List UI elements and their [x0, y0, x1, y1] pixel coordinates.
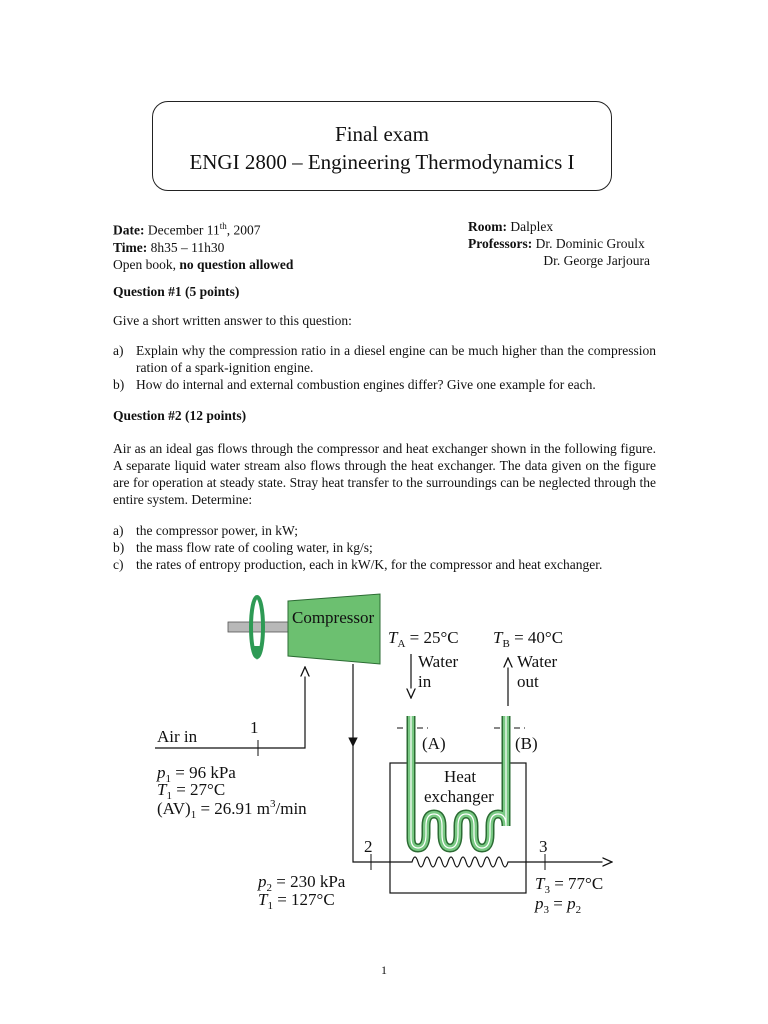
t2-label: $T_1 = 127^\circ C$	[258, 890, 335, 912]
time-line: Time: 8h35 – 11h30	[113, 239, 225, 255]
list-item: b) the mass flow rate of cooling water, in kg/s;	[113, 540, 373, 555]
question-1-heading: Question #1 (5 points)	[113, 284, 240, 299]
list-item: a) Explain why the compression ratio in a diesel engine can be much higher than the compression ration of a spark-ignition engine.	[113, 343, 656, 375]
t1-label: $T_1 = 27^\circ C$	[157, 780, 226, 802]
water-out-label-1: Water	[517, 652, 558, 671]
question-1-intro: Give a short written answer to this question:	[113, 313, 352, 328]
tb-label: $T_B = 40^\circ C$	[493, 628, 564, 650]
p3-label: $p_3 = p_2$	[535, 894, 582, 916]
state-a-label: (A)	[422, 734, 446, 753]
page-number: 1	[381, 963, 387, 977]
water-in-label-1: Water	[418, 652, 459, 671]
state-3-label: 3	[539, 837, 548, 856]
water-in-label-2: in	[418, 672, 432, 691]
ta-label: $T_A = 25^\circ C$	[388, 628, 459, 650]
question-2-intro: Air as an ideal gas flows through the compressor and heat exchanger shown in the following figure. A separate liquid water stream also flows through the heat exchanger. The data given on the figure are for operation at steady state. Stray heat transfer to the surroundings can be neglected through the entire system. Determine:	[113, 441, 656, 507]
course-title: ENGI 2800 – Engineering Thermodynamics I	[189, 150, 575, 174]
exam-title: Final exam	[335, 122, 429, 146]
compressor-body	[288, 594, 380, 664]
p2-label: $p_2 = 230$ kPa	[258, 872, 346, 894]
exam-info-right	[468, 218, 658, 269]
exam-info-left	[113, 218, 293, 273]
room-line: Room: Dalplex	[468, 219, 554, 234]
p1-label: $p_1 = 96$ kPa	[157, 763, 236, 785]
open-book-line: Open book, no question allowed	[113, 256, 294, 272]
question-1-list	[113, 342, 656, 393]
professors-line: Professors: Dr. Dominic Groulx	[468, 236, 645, 251]
professor-2-line: Dr. George Jarjoura	[543, 253, 650, 268]
list-item: a) the compressor power, in kW;	[113, 523, 299, 538]
av1-label: $(AV)_1 = 26.91$ $m^3/\min$	[157, 798, 307, 821]
compressor-label: Compressor	[292, 608, 375, 627]
state-b-label: (B)	[515, 734, 538, 753]
exam-title-box	[152, 101, 612, 191]
list-item: c) the rates of entropy production, each in kW/K, for the compressor and heat exchanger.	[113, 557, 603, 572]
question-2-list	[113, 522, 656, 573]
state-2-label: 2	[364, 837, 373, 856]
t3-label: $T_3 = 77^\circ C$	[535, 874, 604, 896]
date-line: Date: December 11th, 2007	[113, 221, 261, 238]
shaft	[228, 622, 290, 632]
compressor-heat-exchanger-diagram	[150, 586, 620, 916]
hx-label-1: Heat	[444, 767, 477, 786]
water-out-label-2: out	[517, 672, 539, 691]
state-1-label: 1	[250, 718, 259, 737]
list-item: b) How do internal and external combustion engines differ? Give one example for each.	[113, 377, 596, 392]
air-in-label: Air in	[157, 727, 198, 746]
hx-label-2: exchanger	[424, 787, 494, 806]
question-2-heading: Question #2 (12 points)	[113, 408, 247, 423]
